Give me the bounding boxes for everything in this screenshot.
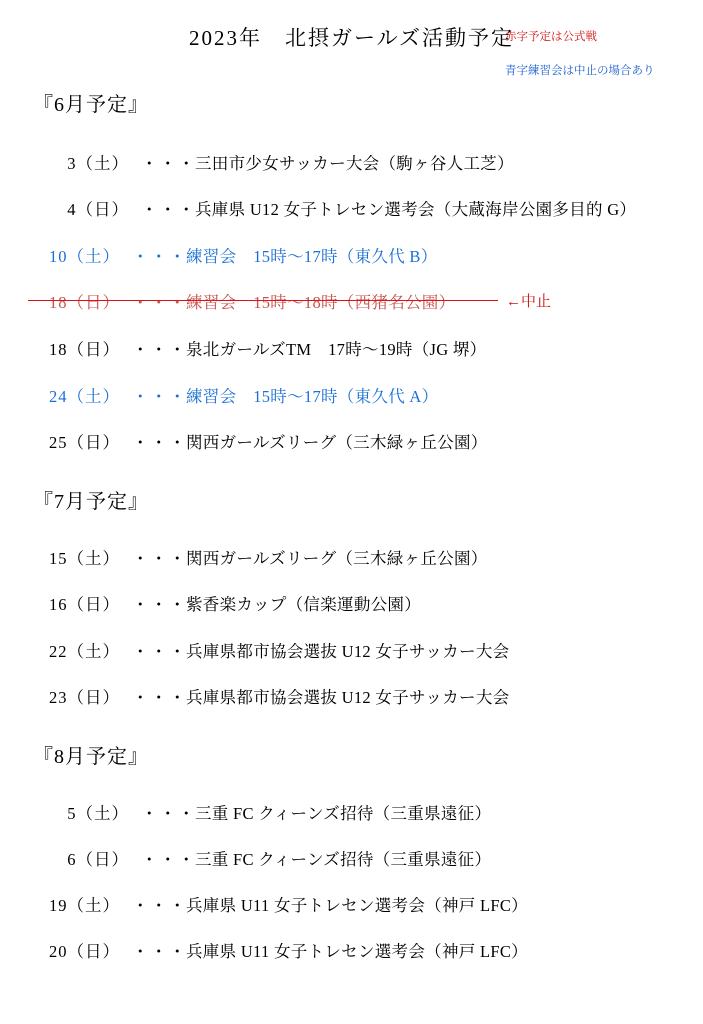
entry-dots: ・・・ (132, 293, 188, 312)
entry-dots: ・・・ (141, 850, 197, 869)
entry-description: 兵庫県都市協会選抜 U12 女子サッカー大会 (186, 688, 510, 707)
entry-dots: ・・・ (132, 549, 188, 568)
cancellation-strikethrough (28, 300, 498, 301)
entry-dots: ・・・ (132, 595, 188, 614)
entry-description: 紫香楽カップ（信楽運動公園） (186, 595, 422, 614)
entry-description: 練習会 15時〜18時（西猪名公園） (186, 293, 456, 312)
entry-description: 兵庫県 U12 女子トレセン選考会（大蔵海岸公園多目的 G） (195, 200, 637, 219)
entry-description: 兵庫県 U11 女子トレセン選考会（神戸 LFC） (186, 896, 528, 915)
entry-date: 22（土） (49, 642, 120, 661)
entry-description: 関西ガールズリーグ（三木緑ヶ丘公園） (186, 433, 488, 452)
entry-date: 5（土） (67, 804, 129, 823)
entry-description: 練習会 15時〜17時（東久代 A） (186, 387, 439, 406)
entry-description: 三重 FC クィーンズ招待（三重県遠征） (195, 850, 492, 869)
legend-note-official: 赤字予定は公式戦 (505, 31, 597, 43)
entry-date: 3（土） (67, 154, 129, 173)
entry-date: 24（土） (49, 387, 120, 406)
entry-dots: ・・・ (132, 387, 188, 406)
entry-dots: ・・・ (141, 804, 197, 823)
entry-dots: ・・・ (132, 896, 188, 915)
entry-description: 兵庫県都市協会選抜 U12 女子サッカー大会 (186, 642, 510, 661)
entry-date: 18（日） (49, 293, 120, 312)
entry-date: 4（日） (67, 200, 129, 219)
entry-description: 三重 FC クィーンズ招待（三重県遠征） (195, 804, 492, 823)
entry-dots: ・・・ (132, 340, 188, 359)
entry-dots: ・・・ (132, 942, 188, 961)
entry-dots: ・・・ (141, 154, 197, 173)
entry-date: 6（日） (67, 850, 129, 869)
entry-date: 23（日） (49, 688, 120, 707)
entry-date: 10（土） (49, 247, 120, 266)
entry-dots: ・・・ (132, 642, 188, 661)
entry-dots: ・・・ (132, 247, 188, 266)
page-title: 2023年 北摂ガールズ活動予定 (189, 26, 514, 50)
entry-description: 兵庫県 U11 女子トレセン選考会（神戸 LFC） (186, 942, 528, 961)
entry-dots: ・・・ (141, 200, 197, 219)
entry-date: 16（日） (49, 595, 120, 614)
entry-date: 20（日） (49, 942, 120, 961)
entry-dots: ・・・ (132, 433, 188, 452)
entry-date: 19（土） (49, 896, 120, 915)
cancellation-note: ←中止 (506, 294, 552, 310)
entry-description: 泉北ガールズTM 17時〜19時（JG 堺） (186, 340, 487, 359)
month-heading-august: 『8月予定』 (33, 746, 149, 768)
entry-date: 18（日） (49, 340, 120, 359)
legend-note-practice: 青字練習会は中止の場合あり (505, 65, 655, 77)
entry-date: 15（土） (49, 549, 120, 568)
entry-description: 三田市少女サッカー大会（駒ヶ谷人工芝） (195, 154, 514, 173)
month-heading-june: 『6月予定』 (33, 94, 149, 116)
entry-dots: ・・・ (132, 688, 188, 707)
entry-date: 25（日） (49, 433, 120, 452)
entry-description: 関西ガールズリーグ（三木緑ヶ丘公園） (186, 549, 488, 568)
month-heading-july: 『7月予定』 (33, 491, 149, 513)
entry-description: 練習会 15時〜17時（東久代 B） (186, 247, 438, 266)
